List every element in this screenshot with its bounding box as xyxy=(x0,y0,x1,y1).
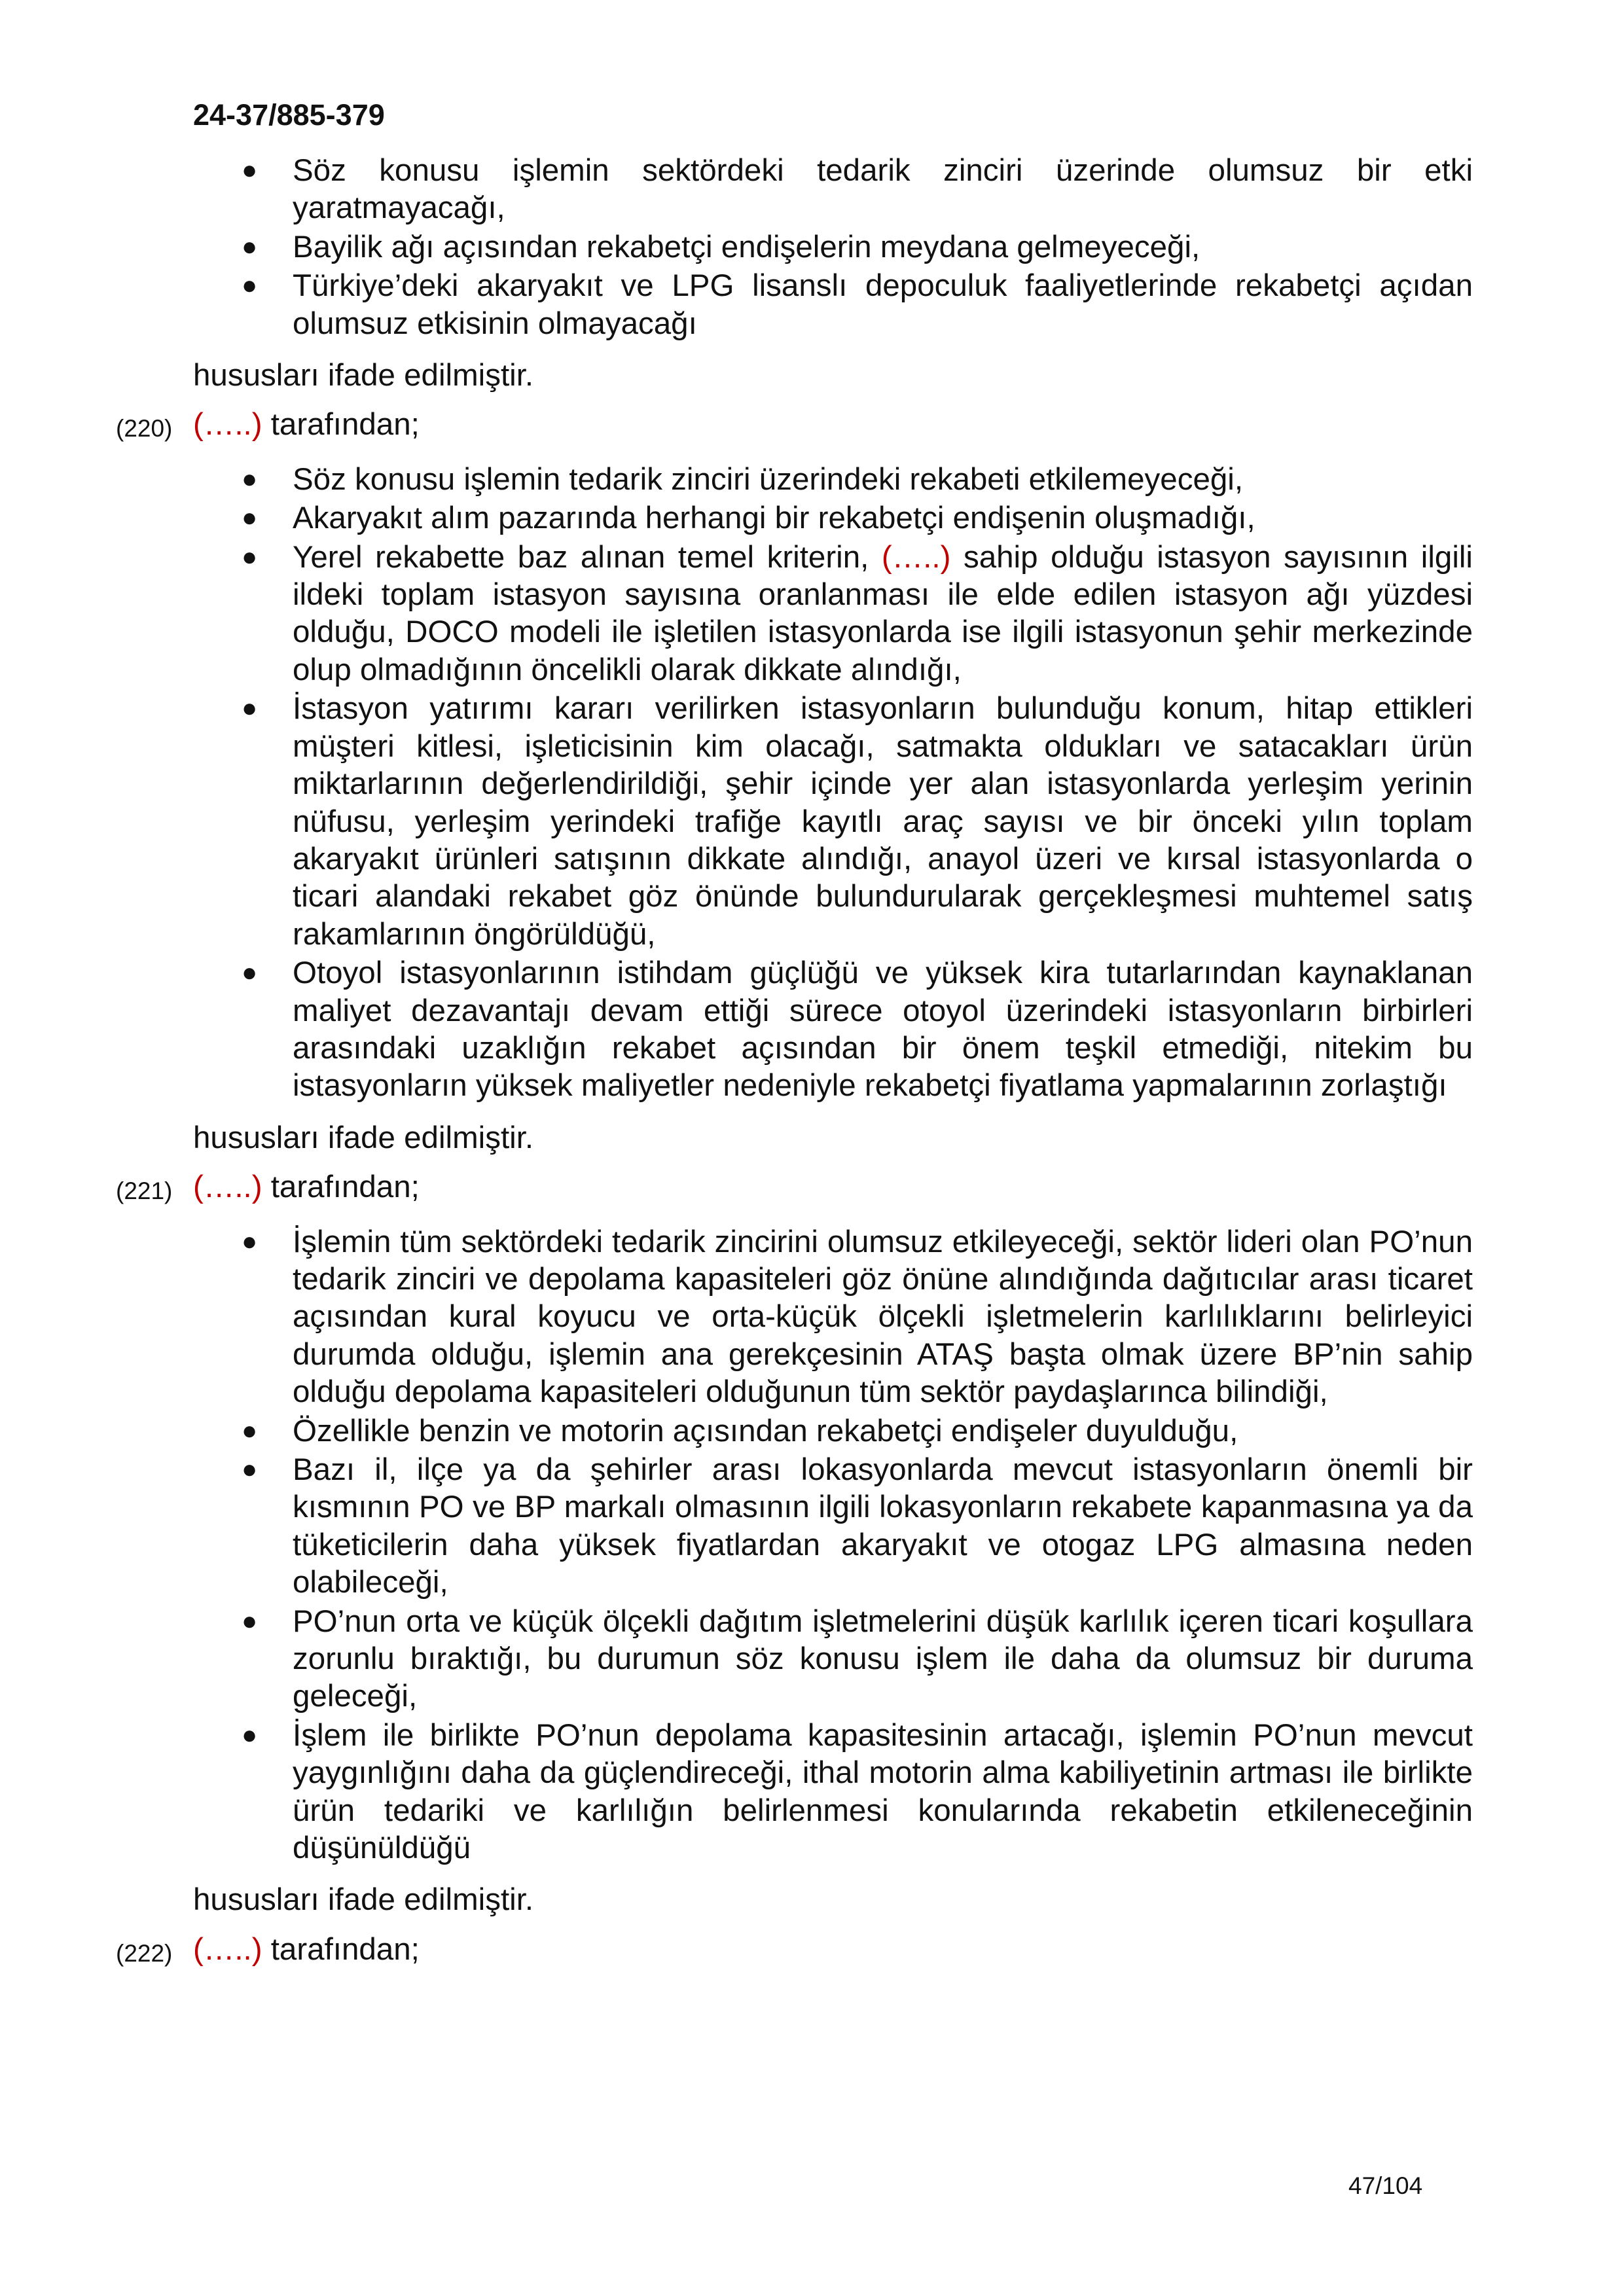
bullet-icon: ● xyxy=(242,1720,258,1749)
bullet-icon: ● xyxy=(242,1416,258,1445)
list-item: ● PO’nun orta ve küçük ölçekli dağıtım işletmelerini düşük karlılık içeren ticari koşullara zorunlu bıraktığı, bu durumun söz konusu işlem ile daha da olumsuz bir duruma geleceği, xyxy=(242,1604,1473,1714)
paragraph-222 xyxy=(116,1931,1473,1968)
redacted-text: (…..) xyxy=(881,539,951,575)
list-item: ● Özellikle benzin ve motorin açısından rekabetçi endişeler duyulduğu, xyxy=(293,1412,1473,1450)
paragraph-number: (221) xyxy=(116,1177,173,1205)
paragraph-220 xyxy=(116,406,1473,1157)
bullet-icon: ● xyxy=(242,1606,258,1636)
bullet-icon: ● xyxy=(242,232,258,261)
list-item: ● Bazı il, ilçe ya da şehirler arası lokasyonlarda mevcut istasyonların önemli bir kısmının PO ve BP markalı olmasının ilgili lokasyonların rekabete kapanmasına ya da tüketicilerin daha yüksek fiyatlardan akaryakıt ve otogaz LPG almasına neden olabileceği, xyxy=(242,1452,1473,1600)
bullet-list xyxy=(193,152,1473,342)
list-item: ● Otoyol istasyonlarının istihdam güçlüğü ve yüksek kira tutarlarından kaynaklanan maliyet dezavantajı devam ettiği sürece otoyol üzerindeki istasyonların birbirleri arasındaki uzaklığın rekabet açısından bir önem teşkil etmediği, nitekim bu istasyonların yüksek maliyetler nedeniyle rekabetçi fiyatlama yapmalarının zorlaştığı xyxy=(242,956,1473,1103)
paragraph-221 xyxy=(116,1168,1473,1919)
redacted-text: (…..) xyxy=(193,1170,262,1205)
paragraph-heading xyxy=(116,1168,1473,1206)
paragraph-number: (222) xyxy=(116,1939,173,1967)
closing-sentence: hususları ifade edilmiştir. xyxy=(193,358,534,393)
bullet-icon: ● xyxy=(242,958,258,988)
bullet-icon: ● xyxy=(242,1227,258,1256)
document-body xyxy=(116,152,1473,1985)
continuation-block xyxy=(193,152,1473,394)
list-item: ● Yerel rekabette baz alınan temel kriterin, (…..) sahip olduğu istasyon sayısının ilgili ildeki toplam istasyon sayısına oranlanması ile elde edilen istasyon ağı yüzdesi olduğu, DOCO modeli ile işletilen istasyonlarda ise ilgili istasyonun şehir merkezinde olup olmadığının öncelikli olarak dikkate alındığı, xyxy=(242,539,1473,687)
list-item: ● Söz konusu işlemin tedarik zinciri üzerindeki rekabeti etkilemeyeceği, xyxy=(293,461,1473,498)
list-item: ● İstasyon yatırımı kararı verilirken istasyonların bulunduğu konum, hitap ettikleri müşteri kitlesi, işleticisinin kim olacağı, satmakta oldukları ve satacakları ürün miktarlarının değerlendirildiği, şehir içinde yer alan istasyonlarda yerleşim yerinin nüfusu, yerleşim yerindeki trafiğe kayıtlı araç sayısı ve bir önceki yılın toplam akaryakıt ürünleri satışının dikkate alındığı, anayol üzeri ve kırsal istasyonlarda o ticari alandaki rekabet göz önünde bulundurularak gerçekleşmesi muhtemel satış rakamlarının öngörüldüğü, xyxy=(242,691,1473,952)
bullet-list xyxy=(193,461,1473,1105)
bullet-list xyxy=(193,1223,1473,1867)
bullet-icon: ● xyxy=(242,542,258,571)
bullet-icon: ● xyxy=(242,694,258,723)
bullet-icon: ● xyxy=(242,156,258,185)
bullet-icon: ● xyxy=(242,1455,258,1484)
list-item: ● İşlem ile birlikte PO’nun depolama kapasitesinin artacağı, işlemin PO’nun mevcut yaygınlığını daha da güçlendireceği, ithal motorin alma kabiliyetinin artması ile birlikte ürün tedariki ve karlılığın belirlenmesi konularında rekabetin etkileneceğinin düşünüldüğü xyxy=(242,1717,1473,1866)
paragraph-number: (220) xyxy=(116,415,173,442)
list-item: ● İşlemin tüm sektördeki tedarik zincirini olumsuz etkileyeceği, sektör lideri olan PO’nun tedarik zinciri ve depolama kapasiteleri göz önüne alındığında dağıtıcılar arası ticaret açısından kural koyucu ve orta-küçük ölçekli işletmelerin karlılıklarını belirleyici durumda olduğu, işlemin ana gerekçesinin ATAŞ başta olmak üzere BP’nin sahip olduğu depolama kapasiteleri olduğunun tüm sektör paydaşlarınca bilindiği, xyxy=(242,1224,1473,1410)
bullet-icon: ● xyxy=(242,503,258,533)
page-number: 47/104 xyxy=(1348,2172,1423,2199)
list-item: ● Söz konusu işlemin sektördeki tedarik zinciri üzerinde olumsuz bir etki yaratmayacağı, xyxy=(242,153,1473,226)
closing-sentence: hususları ifade edilmiştir. xyxy=(193,1882,534,1918)
paragraph-text: tarafından; xyxy=(262,407,420,442)
list-item: ● Akaryakıt alım pazarında herhangi bir rekabetçi endişenin oluşmadığı, xyxy=(293,499,1473,537)
document-id: 24-37/885-379 xyxy=(193,98,385,132)
redacted-text: (…..) xyxy=(193,407,262,442)
bullet-icon: ● xyxy=(242,271,258,300)
redacted-text: (…..) xyxy=(193,1931,262,1967)
paragraph-heading xyxy=(116,406,1473,443)
paragraph-text: tarafından; xyxy=(262,1170,420,1205)
closing-sentence: hususları ifade edilmiştir. xyxy=(193,1120,534,1155)
paragraph-heading xyxy=(116,1931,1473,1968)
bullet-icon: ● xyxy=(242,464,258,493)
list-item: ● Türkiye’deki akaryakıt ve LPG lisanslı depoculuk faaliyetlerinde rekabetçi açıdan olumsuz etkisinin olmayacağı xyxy=(242,268,1473,341)
list-item: ● Bayilik ağı açısından rekabetçi endişelerin meydana gelmeyeceği, xyxy=(293,228,1473,266)
paragraph-text: tarafından; xyxy=(262,1931,420,1967)
